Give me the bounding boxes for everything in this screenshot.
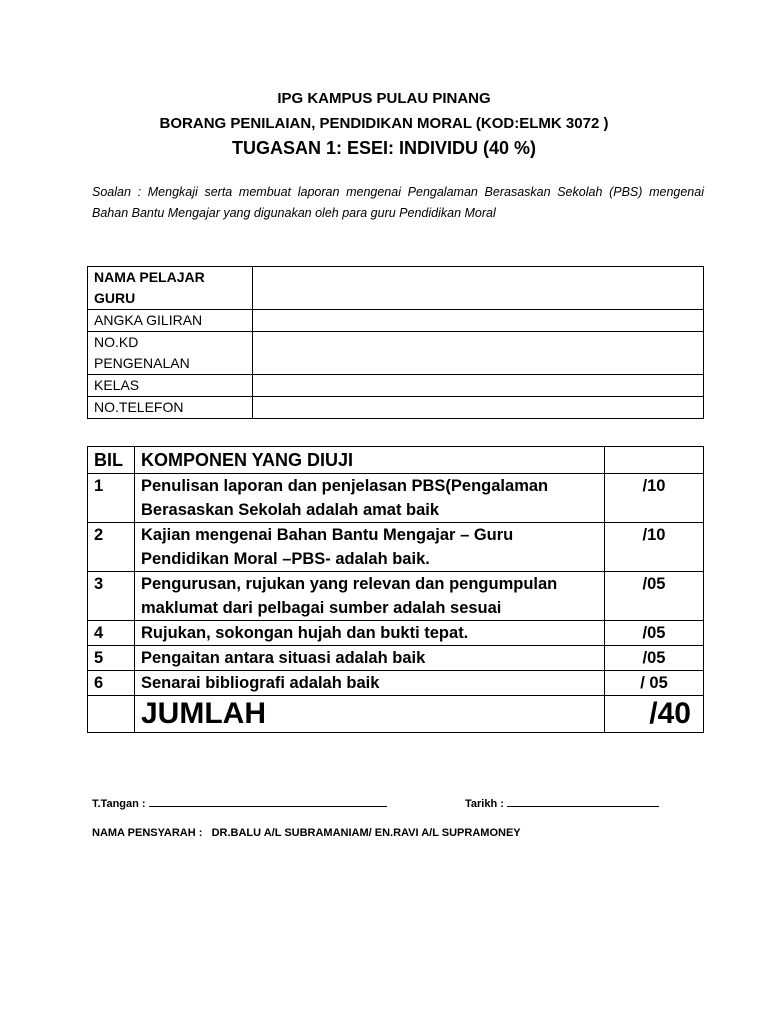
row-markah[interactable]: /10 [605,523,704,572]
table-row [88,474,704,523]
row-markah[interactable]: / 05 [605,671,704,696]
header-markah [605,447,704,474]
telefon-label: NO.TELEFON [88,397,253,419]
table-row [88,375,704,397]
ttangan-label: T.Tangan : [92,798,146,810]
row-bil: 6 [88,671,135,696]
row-komponen: Rujukan, sokongan hujah dan bukti tepat. [135,621,605,646]
angka-giliran-value-cell[interactable] [253,310,704,332]
nama-value-cell[interactable] [253,267,704,310]
table-row [88,332,704,375]
row-komponen: Senarai bibliografi adalah baik [135,671,605,696]
row-bil: 3 [88,572,135,621]
row-markah[interactable]: /05 [605,646,704,671]
table-row [88,671,704,696]
nama-label-line1: NAMA PELAJAR [94,269,205,285]
header-komponen: KOMPONEN YANG DIUJI [135,447,605,474]
row-bil: 2 [88,523,135,572]
kelas-label: KELAS [88,375,253,397]
student-info-table [87,266,704,419]
question-text: Soalan : Mengkaji serta membuat laporan mengenai Pengalaman Berasaskan Sekolah (PBS) mengenai Bahan Bantu Mengajar yang digunakan oleh para guru Pendidikan Moral [92,185,704,220]
row-markah[interactable]: /10 [605,474,704,523]
nokd-label-line1: NO.KD [94,334,139,350]
row-komponen: Kajian mengenai Bahan Bantu Mengajar – Guru Pendidikan Moral –PBS- adalah baik. [135,523,605,572]
form-title: BORANG PENILAIAN, PENDIDIKAN MORAL (KOD:ELMK 3072 ) [159,115,609,132]
marks-header-row [88,447,704,474]
row-bil: 1 [88,474,135,523]
table-row [88,267,704,310]
table-row [88,646,704,671]
marks-table [87,446,704,733]
row-bil: 4 [88,621,135,646]
nokd-label-line2: PENGENALAN [94,355,190,371]
total-label: JUMLAH [135,696,605,733]
total-value[interactable]: /40 [605,696,704,733]
info-label-nama [88,267,253,310]
signature-field [92,796,387,810]
row-bil: 5 [88,646,135,671]
row-komponen: Penulisan laporan dan penjelasan PBS(Pengalaman Berasaskan Sekolah adalah amat baik [135,474,605,523]
table-row [88,572,704,621]
header-bil: BIL [88,447,135,474]
total-bil-empty [88,696,135,733]
date-field [465,796,659,810]
kelas-value-cell[interactable] [253,375,704,397]
lecturer-label: NAMA PENSYARAH : [92,827,203,839]
date-line[interactable] [507,796,659,807]
table-row [88,310,704,332]
table-row [88,523,704,572]
row-komponen: Pengurusan, rujukan yang relevan dan pengumpulan maklumat dari pelbagai sumber adalah sesuai [135,572,605,621]
angka-giliran-label: ANGKA GILIRAN [88,310,253,332]
total-row [88,696,704,733]
nama-label-line2: GURU [94,290,136,306]
row-markah[interactable]: /05 [605,621,704,646]
table-row [88,621,704,646]
signature-line[interactable] [149,796,387,807]
row-komponen: Pengaitan antara situasi adalah baik [135,646,605,671]
nokd-value-cell[interactable] [253,332,704,375]
info-label-nokd [88,332,253,375]
institution-title: IPG KAMPUS PULAU PINANG [277,90,491,107]
tarikh-label: Tarikh : [465,798,504,810]
row-markah[interactable]: /05 [605,572,704,621]
lecturer-names: DR.BALU A/L SUBRAMANIAM/ EN.RAVI A/L SUPRAMONEY [211,827,521,839]
table-row [88,397,704,419]
lecturer-line [92,827,521,839]
telefon-value-cell[interactable] [253,397,704,419]
assignment-title: TUGASAN 1: ESEI: INDIVIDU (40 %) [231,138,537,158]
